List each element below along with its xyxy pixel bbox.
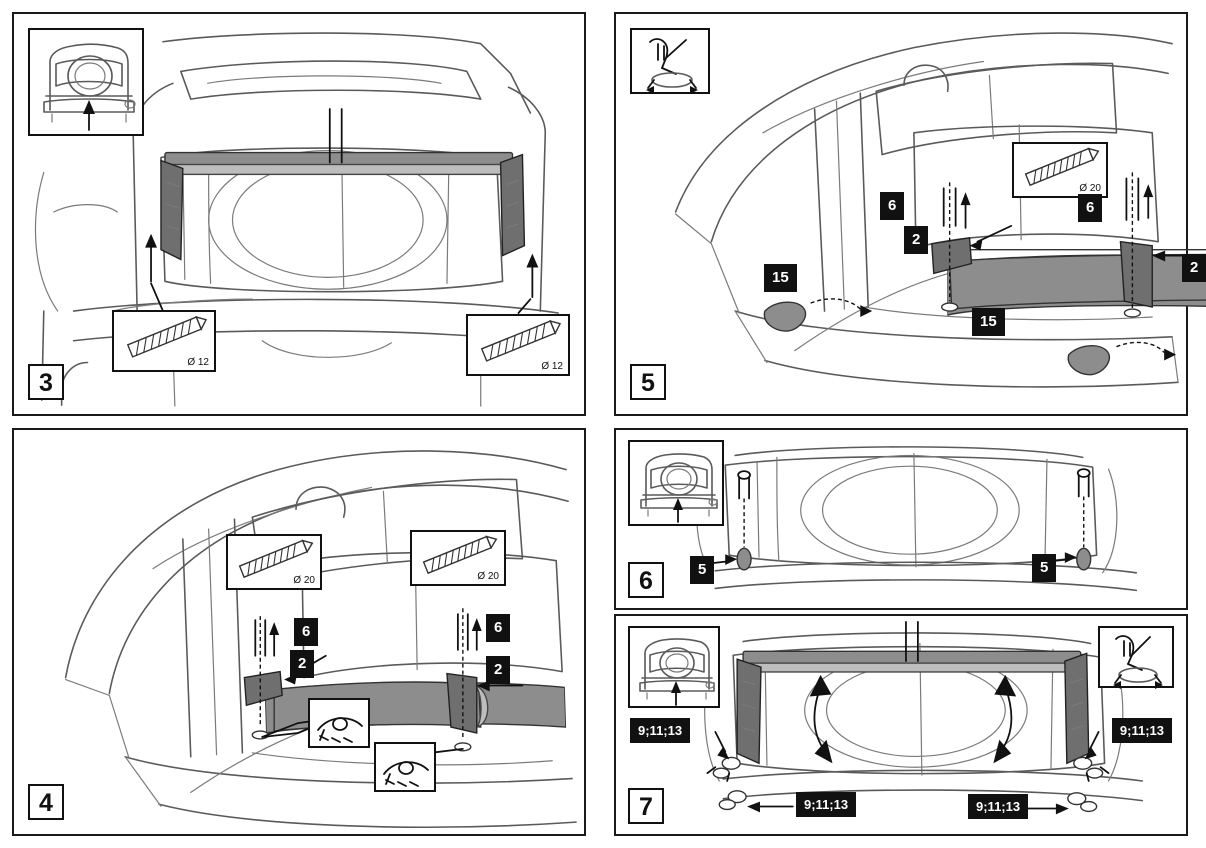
inset-hand-tool	[630, 28, 710, 94]
drill-diameter-label: Ø 20	[477, 571, 499, 582]
part-label-2-left: 2	[290, 650, 314, 678]
panel-step-7	[614, 614, 1188, 836]
step-number-3: 3	[28, 364, 64, 400]
inset-hand-tool	[1098, 626, 1174, 688]
drill-callout-right	[410, 530, 506, 586]
part-label-hardware-bottom-left: 9;11;13	[796, 792, 856, 817]
part-label-15-right: 15	[972, 308, 1005, 336]
hand-tool-icon	[632, 30, 712, 96]
part-label-hardware-top-right: 9;11;13	[1112, 718, 1172, 743]
drill-callout-left	[112, 310, 216, 372]
rear-view-vehicle-icon	[630, 628, 722, 710]
hand-tool-icon	[1100, 628, 1176, 690]
drill-callout-left	[226, 534, 322, 590]
panel-step-4	[12, 428, 586, 836]
step-number-6: 6	[628, 562, 664, 598]
drill-diameter-label: Ø 20	[1079, 183, 1101, 194]
part-label-6-left: 6	[880, 192, 904, 220]
panel-step-5	[614, 12, 1199, 416]
part-label-5-right: 5	[1032, 554, 1056, 582]
part-label-6-left: 6	[294, 618, 318, 646]
part-label-2-left: 2	[904, 226, 928, 254]
eye-callout-upper	[308, 698, 370, 748]
panel-step-6	[614, 428, 1188, 610]
part-label-6-right: 6	[486, 614, 510, 642]
drill-diameter-label: Ø 12	[541, 361, 563, 372]
eye-inspect-icon	[310, 700, 372, 750]
inset-rear-view-vehicle	[28, 28, 144, 136]
eye-inspect-icon	[376, 744, 438, 794]
part-label-6-right: 6	[1078, 194, 1102, 222]
part-label-2-right: 2	[486, 656, 510, 684]
step-number-5: 5	[630, 364, 666, 400]
rear-view-vehicle-icon	[30, 30, 146, 138]
part-label-15-left: 15	[764, 264, 797, 292]
eye-callout-lower	[374, 742, 436, 792]
part-label-hardware-top-left: 9;11;13	[630, 718, 690, 743]
inset-rear-view-vehicle	[628, 440, 724, 526]
step-number-7: 7	[628, 788, 664, 824]
part-label-2-right: 2	[1182, 254, 1206, 282]
drill-callout-right	[466, 314, 570, 376]
drill-diameter-label: Ø 12	[187, 357, 209, 368]
drill-callout	[1012, 142, 1108, 198]
panel-step-3	[12, 12, 586, 416]
part-label-hardware-bottom-right: 9;11;13	[968, 794, 1028, 819]
step-number-4: 4	[28, 784, 64, 820]
drill-diameter-label: Ø 20	[293, 575, 315, 586]
inset-rear-view-vehicle	[628, 626, 720, 708]
rear-view-vehicle-icon	[630, 442, 726, 528]
part-label-5-left: 5	[690, 556, 714, 584]
